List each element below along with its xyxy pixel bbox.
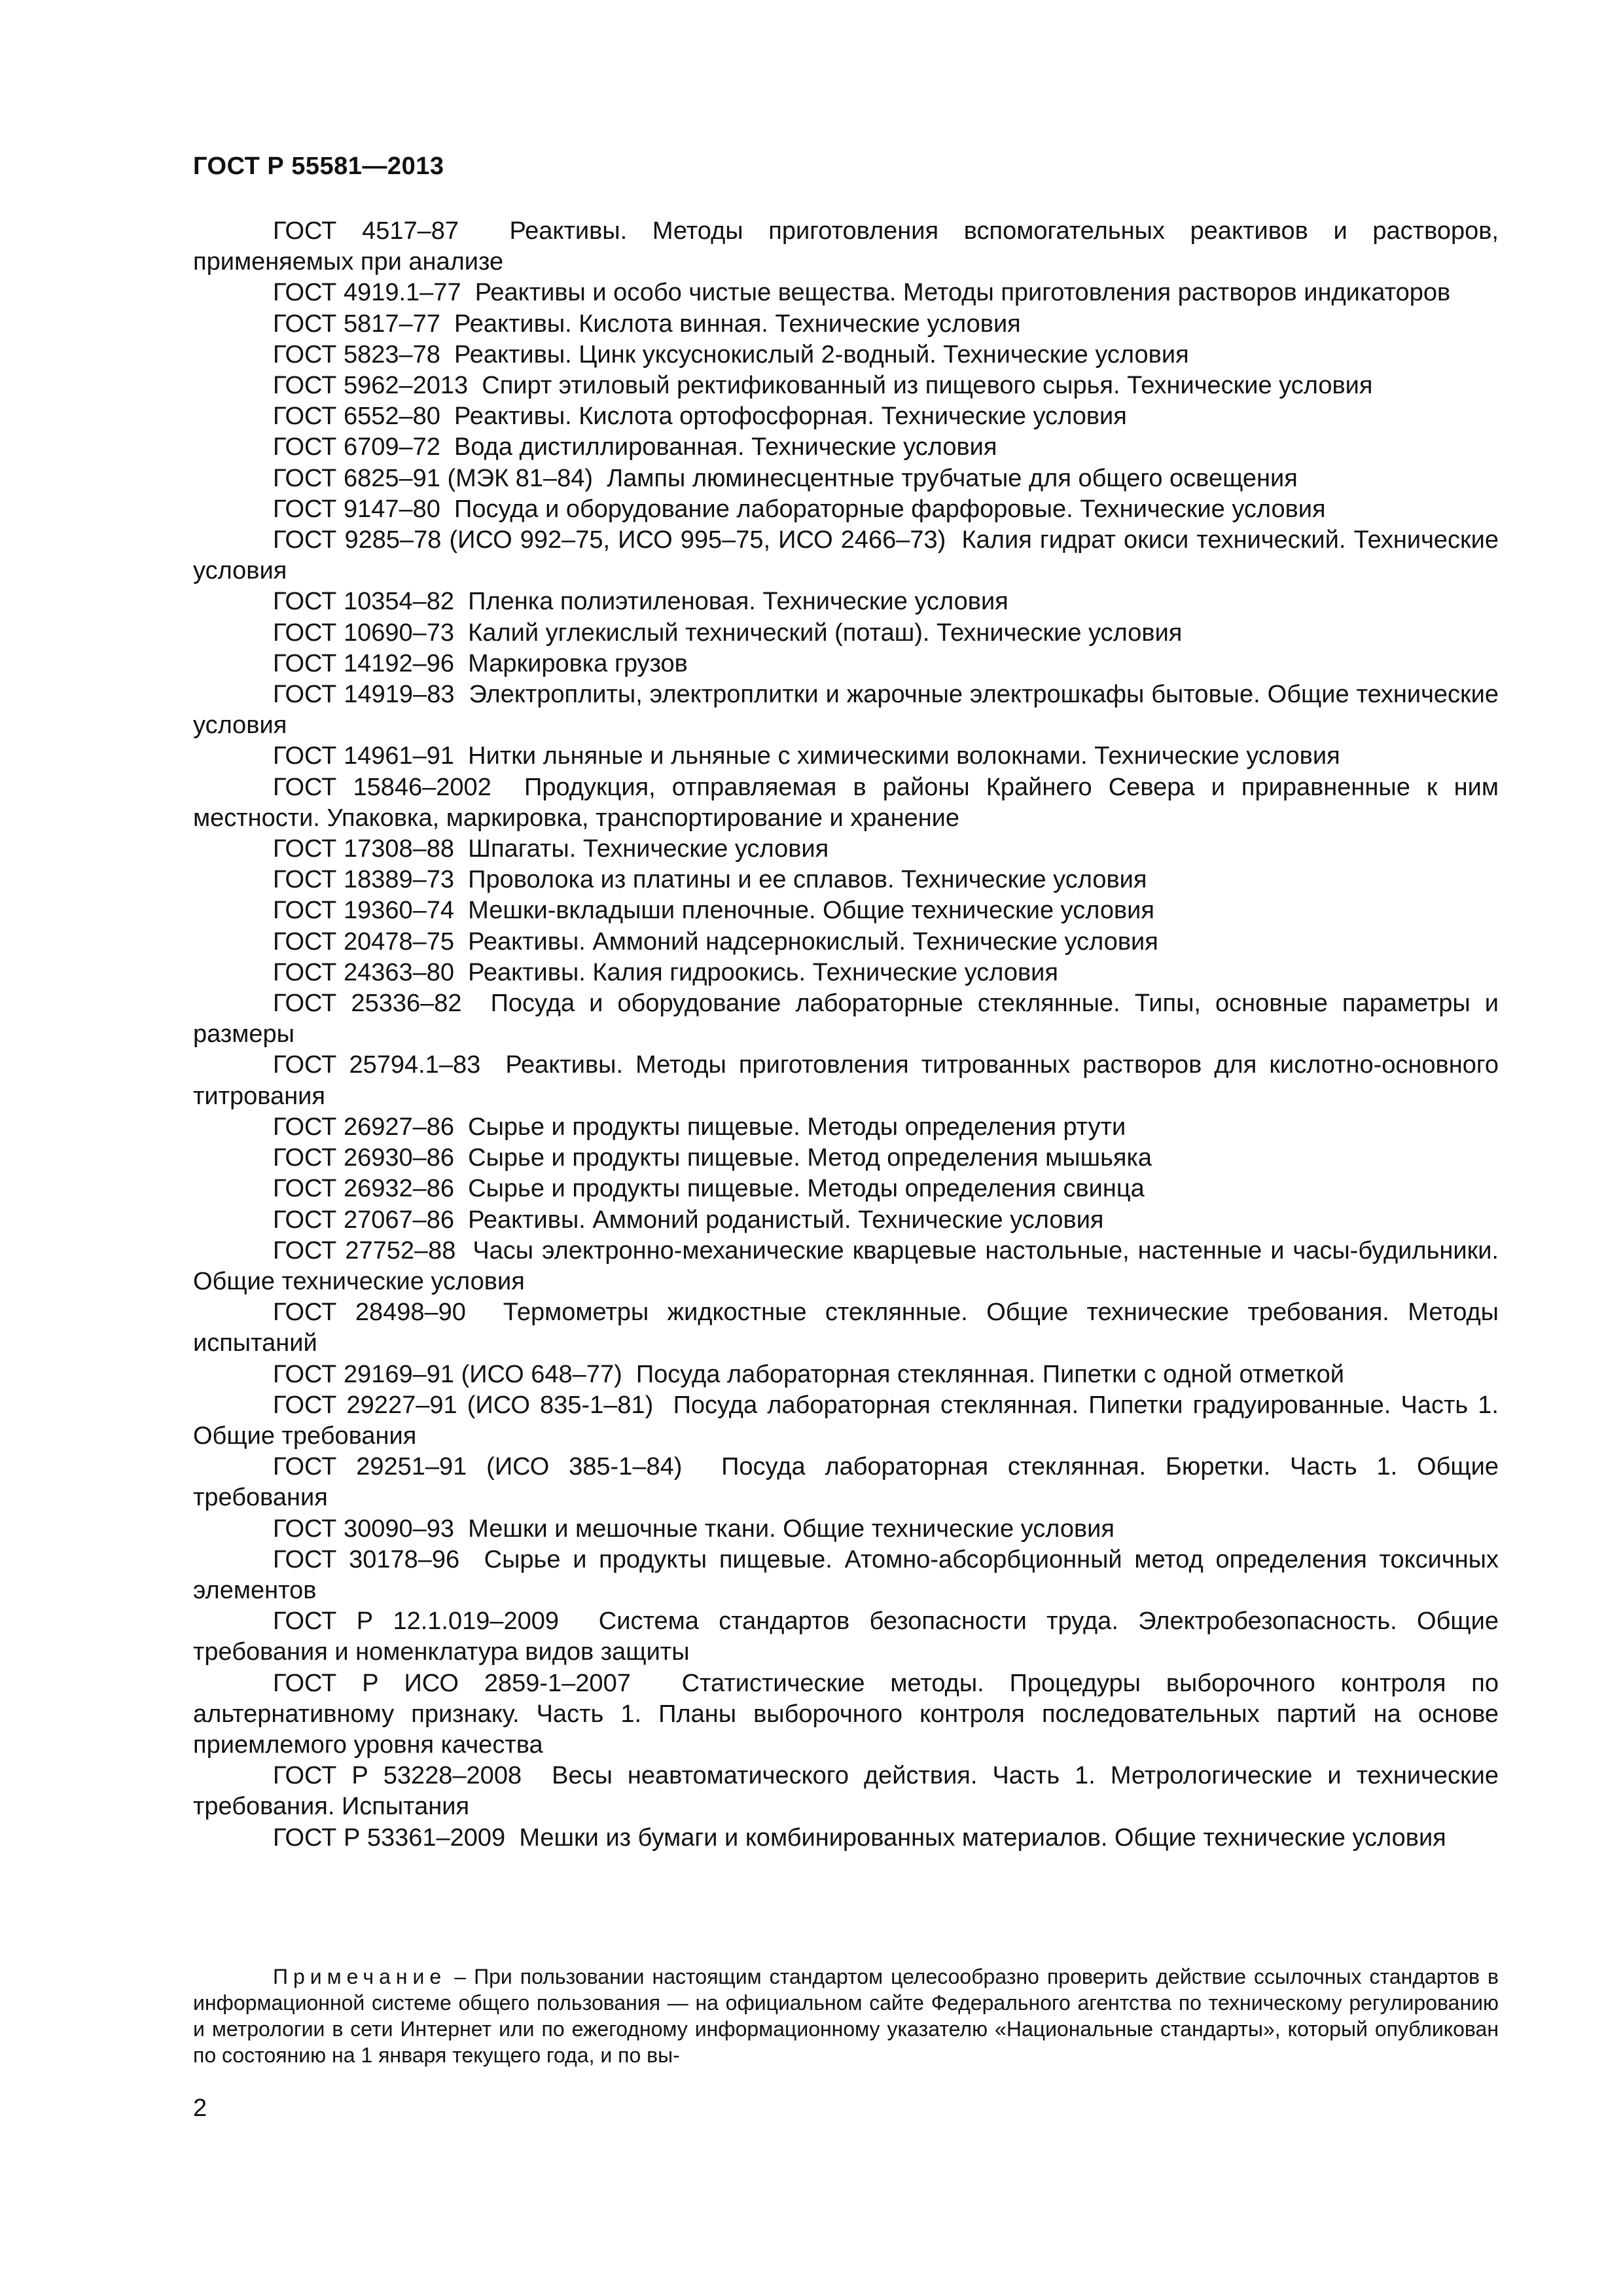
reference-item (193, 525, 1499, 586)
reference-title: Посуда лабораторная стеклянная. Бюретки. Часть 1. Общие требования (193, 1453, 1499, 1512)
reference-title: Система стандартов безопасности труда. Электробезопасность. Общие требования и номенклатура видов защиты (193, 1607, 1499, 1666)
reference-item (193, 432, 1499, 463)
reference-item (193, 1112, 1499, 1143)
reference-code: ГОСТ 10690–73 (273, 619, 455, 647)
reference-item (193, 834, 1499, 865)
reference-title: Мешки и мешочные ткани. Общие технические условия (468, 1515, 1115, 1543)
reference-code: ГОСТ 25794.1–83 (273, 1051, 481, 1079)
reference-item (193, 586, 1499, 617)
reference-title: Часы электронно-механические кварцевые настольные, настенные и часы-будильники. Общие технические условия (193, 1236, 1499, 1295)
reference-code: ГОСТ 6825–91 (МЭК 81–84) (273, 464, 594, 492)
reference-code: ГОСТ 5823–78 (273, 340, 440, 368)
reference-title: Весы неавтоматического действия. Часть 1. Метрологические и технические требования. Испытания (193, 1762, 1499, 1821)
reference-title: Нитки льняные и льняные с химическими волокнами. Технические условия (468, 742, 1340, 770)
reference-item (193, 1545, 1499, 1606)
reference-title: Реактивы. Методы приготовления вспомогательных реактивов и растворов, применяемых при анализе (193, 217, 1499, 276)
note-text: – При пользовании настоящим стандартом целесообразно проверить действие ссылочных стандартов в информационной системе общего пользования — на официальном сайте Федерального агентства по техническому регулированию и метрологии в сети Интернет или по ежегодному информационному указателю «Национальные стандарты», который опубликован по состоянию на 1 января текущего года, и по вы- (193, 1965, 1499, 2067)
reference-code: ГОСТ 25336–82 (273, 990, 462, 1018)
reference-code: ГОСТ 6552–80 (273, 403, 440, 431)
reference-code: ГОСТ 4919.1–77 (273, 279, 461, 307)
reference-item (193, 309, 1499, 340)
reference-code: ГОСТ 15846–2002 (273, 773, 491, 801)
reference-title: Спирт этиловый ректификованный из пищевого сырья. Технические условия (482, 372, 1373, 400)
reference-code: ГОСТ 14192–96 (273, 649, 455, 677)
reference-item (193, 1514, 1499, 1545)
reference-item (193, 1452, 1499, 1513)
reference-item (193, 278, 1499, 308)
reference-item (193, 988, 1499, 1050)
reference-item (193, 463, 1499, 494)
reference-title: Реактивы. Аммоний роданистый. Технические условия (468, 1206, 1104, 1234)
reference-code: ГОСТ 29227–91 (ИСО 835-1–81) (273, 1391, 654, 1419)
reference-item (193, 340, 1499, 370)
reference-item (193, 1205, 1499, 1236)
reference-code: ГОСТ 19360–74 (273, 897, 455, 925)
reference-title: Проволока из платины и ее сплавов. Технические условия (468, 866, 1147, 894)
reference-code: ГОСТ 26932–86 (273, 1175, 455, 1203)
reference-title: Маркировка грузов (468, 649, 688, 677)
reference-item (193, 494, 1499, 525)
reference-code: ГОСТ Р 53228–2008 (273, 1762, 522, 1790)
reference-item (193, 1668, 1499, 1761)
reference-title: Мешки-вкладыши пленочные. Общие технические условия (468, 897, 1154, 925)
reference-item (193, 216, 1499, 278)
reference-item (193, 401, 1499, 432)
reference-code: ГОСТ 5962–2013 (273, 372, 469, 400)
reference-item (193, 1606, 1499, 1668)
reference-code: ГОСТ 5817–77 (273, 310, 440, 338)
reference-title: Посуда и оборудование лабораторные стеклянные. Типы, основные параметры и размеры (193, 990, 1499, 1049)
reference-item (193, 1236, 1499, 1297)
normative-references-list (193, 216, 1499, 1854)
reference-code: ГОСТ 27752–88 (273, 1236, 456, 1265)
reference-title: Пленка полиэтиленовая. Технические условия (468, 588, 1008, 616)
reference-title: Калия гидрат окиси технический. Технические условия (193, 526, 1499, 585)
reference-code: ГОСТ 28498–90 (273, 1299, 466, 1327)
reference-item (193, 649, 1499, 679)
reference-code: ГОСТ 26930–86 (273, 1144, 455, 1172)
reference-title: Сырье и продукты пищевые. Атомно-абсорбционный метод определения токсичных элементов (193, 1545, 1499, 1604)
reference-title: Реактивы. Аммоний надсернокислый. Технические условия (468, 927, 1158, 956)
reference-title: Калий углекислый технический (поташ). Технические условия (468, 619, 1183, 647)
reference-title: Реактивы. Цинк уксуснокислый 2-водный. Технические условия (454, 340, 1189, 368)
reference-code: ГОСТ 9147–80 (273, 495, 440, 523)
reference-title: Реактивы и особо чистые вещества. Методы приготовления растворов индикаторов (474, 279, 1451, 307)
reference-title: Реактивы. Кислота ортофосфорная. Технические условия (454, 403, 1127, 431)
document-header: ГОСТ Р 55581—2013 (193, 152, 444, 180)
reference-item (193, 1359, 1499, 1390)
reference-code: ГОСТ 29251–91 (ИСО 385-1–84) (273, 1453, 683, 1481)
reference-title: Лампы люминесцентные трубчатые для общего освещения (607, 464, 1298, 492)
note-paragraph (193, 1964, 1499, 2068)
reference-item (193, 1050, 1499, 1111)
reference-title: Шпагаты. Технические условия (468, 835, 829, 863)
reference-item (193, 1174, 1499, 1204)
reference-title: Термометры жидкостные стеклянные. Общие технические требования. Методы испытаний (193, 1299, 1499, 1357)
reference-title: Статистические методы. Процедуры выборочного контроля по альтернативному признаку. Часть 1. Планы выборочного контроля последовательных партий на основе приемлемого уровня качества (193, 1669, 1499, 1759)
reference-title: Продукция, отправляемая в районы Крайнего Севера и приравненные к ним местности. Упаковка, маркировка, транспортирование и хранение (193, 773, 1499, 832)
page-number: 2 (193, 2094, 207, 2122)
reference-title: Посуда лабораторная стеклянная. Пипетки с одной отметкой (635, 1360, 1345, 1388)
reference-code: ГОСТ 9285–78 (ИСО 992–75, ИСО 995–75, ИСО 2466–73) (273, 526, 946, 554)
note-label: Примечание (273, 1965, 447, 1988)
reference-item (193, 1823, 1499, 1854)
reference-item (193, 370, 1499, 401)
reference-item (193, 1390, 1499, 1452)
reference-code: ГОСТ 24363–80 (273, 958, 455, 986)
reference-code: ГОСТ 30090–93 (273, 1515, 455, 1543)
reference-code: ГОСТ 6709–72 (273, 433, 440, 461)
reference-code: ГОСТ Р ИСО 2859-1–2007 (273, 1669, 631, 1697)
reference-item (193, 1761, 1499, 1822)
reference-item (193, 741, 1499, 772)
reference-code: ГОСТ 4517–87 (273, 217, 459, 245)
reference-item (193, 927, 1499, 958)
reference-code: ГОСТ 30178–96 (273, 1545, 460, 1573)
reference-item (193, 1143, 1499, 1174)
reference-item (193, 958, 1499, 988)
reference-code: ГОСТ 29169–91 (ИСО 648–77) (273, 1360, 622, 1388)
reference-title: Сырье и продукты пищевые. Метод определения мышьяка (468, 1144, 1152, 1172)
reference-title: Реактивы. Калия гидроокись. Технические условия (468, 958, 1058, 986)
reference-code: ГОСТ 14961–91 (273, 742, 455, 770)
reference-code: ГОСТ 26927–86 (273, 1113, 455, 1141)
reference-code: ГОСТ 17308–88 (273, 835, 455, 863)
reference-title: Мешки из бумаги и комбинированных материалов. Общие технические условия (519, 1823, 1446, 1852)
reference-code: ГОСТ Р 53361–2009 (273, 1823, 506, 1852)
reference-code: ГОСТ Р 12.1.019–2009 (273, 1607, 560, 1636)
reference-code: ГОСТ 18389–73 (273, 866, 455, 894)
reference-title: Посуда лабораторная стеклянная. Пипетки градуированные. Часть 1. Общие требования (193, 1391, 1499, 1450)
reference-title: Электроплиты, электроплитки и жарочные электрошкафы бытовые. Общие технические условия (193, 681, 1499, 740)
reference-title: Реактивы. Кислота винная. Технические условия (454, 310, 1021, 338)
reference-code: ГОСТ 20478–75 (273, 927, 455, 956)
reference-item (193, 895, 1499, 926)
reference-title: Вода дистиллированная. Технические условия (454, 433, 997, 461)
reference-title: Сырье и продукты пищевые. Методы определения ртути (468, 1113, 1126, 1141)
reference-code: ГОСТ 10354–82 (273, 588, 455, 616)
reference-code: ГОСТ 14919–83 (273, 681, 455, 709)
reference-item (193, 772, 1499, 834)
reference-title: Сырье и продукты пищевые. Методы определения свинца (468, 1175, 1145, 1203)
reference-item (193, 679, 1499, 741)
reference-title: Реактивы. Методы приготовления титрованных растворов для кислотно-основного титрования (193, 1051, 1499, 1110)
reference-item (193, 618, 1499, 649)
reference-code: ГОСТ 27067–86 (273, 1206, 455, 1234)
reference-item (193, 865, 1499, 895)
reference-item (193, 1297, 1499, 1359)
reference-title: Посуда и оборудование лабораторные фарфоровые. Технические условия (454, 495, 1326, 523)
